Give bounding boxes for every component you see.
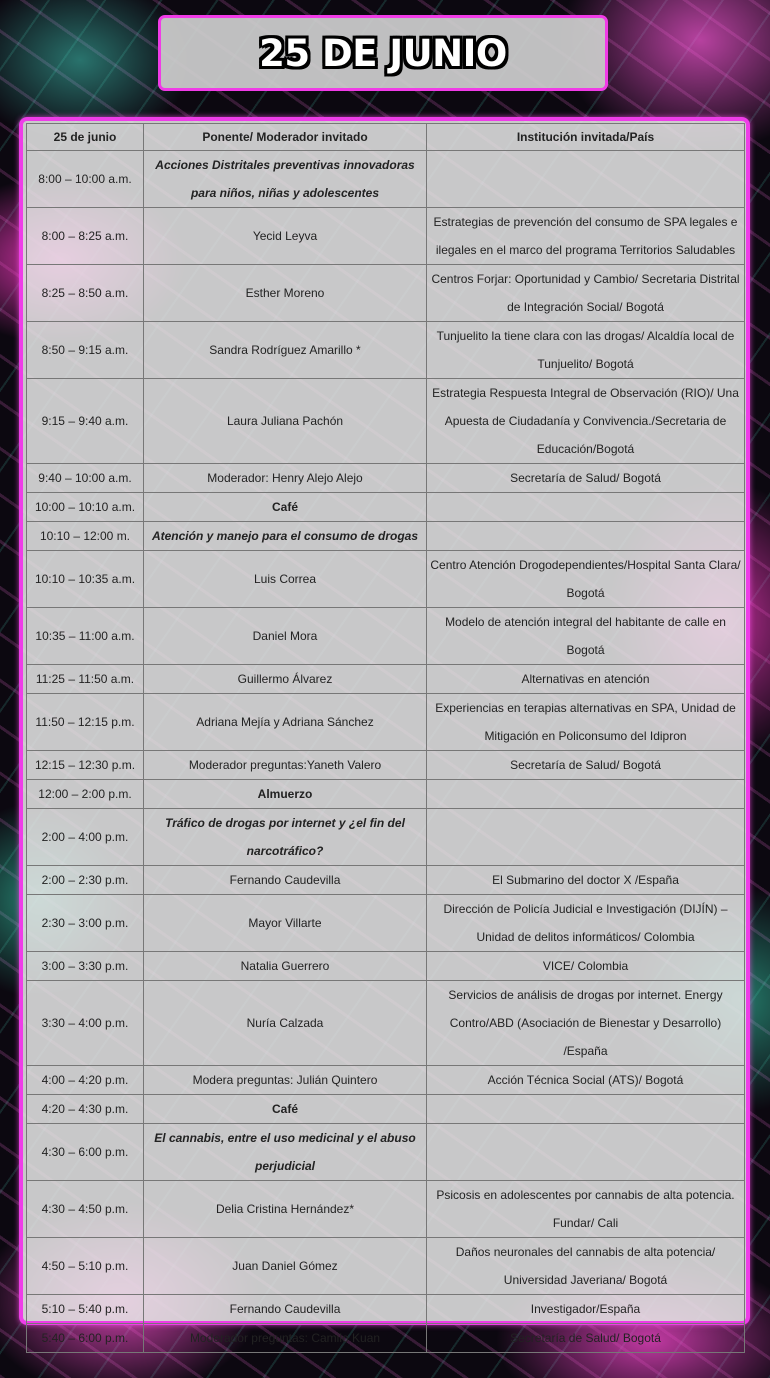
institution-cell	[427, 780, 745, 809]
institution-cell: Daños neuronales del cannabis de alta potencia/ Universidad Javeriana/ Bogotá	[427, 1238, 745, 1295]
institution-cell: Secretaría de Salud/ Bogotá	[427, 464, 745, 493]
table-row	[27, 981, 745, 1066]
table-row	[27, 1066, 745, 1095]
institution-cell: Psicosis en adolescentes por cannabis de alta potencia. Fundar/ Cali	[427, 1181, 745, 1238]
break-cell: Café	[144, 493, 427, 522]
header-institution: Institución invitada/País	[427, 124, 745, 151]
table-row	[27, 780, 745, 809]
time-cell: 3:00 – 3:30 p.m.	[27, 952, 144, 981]
time-cell: 2:00 – 4:00 p.m.	[27, 809, 144, 866]
table-row	[27, 1124, 745, 1181]
time-cell: 10:10 – 10:35 a.m.	[27, 551, 144, 608]
time-cell: 4:00 – 4:20 p.m.	[27, 1066, 144, 1095]
institution-cell: Centros Forjar: Oportunidad y Cambio/ Secretaria Distrital de Integración Social/ Bogotá	[427, 265, 745, 322]
institution-cell: Dirección de Policía Judicial e Investigación (DIJÍN) – Unidad de delitos informáticos/ Colombia	[427, 895, 745, 952]
speaker-cell: Fernando Caudevilla	[144, 1295, 427, 1324]
time-cell: 11:50 – 12:15 p.m.	[27, 694, 144, 751]
table-row	[27, 151, 745, 208]
speaker-cell: Delia Cristina Hernández*	[144, 1181, 427, 1238]
speaker-cell: Luis Correa	[144, 551, 427, 608]
speaker-cell: Juan Daniel Gómez	[144, 1238, 427, 1295]
institution-cell: El Submarino del doctor X /España	[427, 866, 745, 895]
time-cell: 8:25 – 8:50 a.m.	[27, 265, 144, 322]
table-row	[27, 493, 745, 522]
speaker-cell: Moderador preguntas:Yaneth Valero	[144, 751, 427, 780]
institution-cell: Tunjuelito la tiene clara con las drogas/ Alcaldía local de Tunjuelito/ Bogotá	[427, 322, 745, 379]
speaker-cell: Mayor Villarte	[144, 895, 427, 952]
time-cell: 9:15 – 9:40 a.m.	[27, 379, 144, 464]
table-row	[27, 265, 745, 322]
time-cell: 4:20 – 4:30 p.m.	[27, 1095, 144, 1124]
schedule-table	[26, 123, 745, 1353]
speaker-cell: Daniel Mora	[144, 608, 427, 665]
institution-cell	[427, 493, 745, 522]
table-row	[27, 522, 745, 551]
table-row	[27, 1295, 745, 1324]
table-row	[27, 208, 745, 265]
table-header-row	[27, 124, 745, 151]
institution-cell: Estrategia Respuesta Integral de Observación (RIO)/ Una Apuesta de Ciudadanía y Convivencia./Secretaria de Educación/Bogotá	[427, 379, 745, 464]
institution-cell: Modelo de atención integral del habitante de calle en Bogotá	[427, 608, 745, 665]
time-cell: 8:50 – 9:15 a.m.	[27, 322, 144, 379]
session-title-cell: El cannabis, entre el uso medicinal y el abuso perjudicial	[144, 1124, 427, 1181]
institution-cell	[427, 522, 745, 551]
institution-cell: Secretaría de Salud/ Bogotá	[427, 751, 745, 780]
time-cell: 4:50 – 5:10 p.m.	[27, 1238, 144, 1295]
speaker-cell: Laura Juliana Pachón	[144, 379, 427, 464]
institution-cell	[427, 1124, 745, 1181]
page-title: 25 DE JUNIO	[259, 31, 507, 75]
time-cell: 4:30 – 6:00 p.m.	[27, 1124, 144, 1181]
table-row	[27, 608, 745, 665]
session-title-cell: Tráfico de drogas por internet y ¿el fin del narcotráfico?	[144, 809, 427, 866]
table-row	[27, 1238, 745, 1295]
speaker-cell: Sandra Rodríguez Amarillo *	[144, 322, 427, 379]
time-cell: 10:35 – 11:00 a.m.	[27, 608, 144, 665]
speaker-cell: Esther Moreno	[144, 265, 427, 322]
table-row	[27, 866, 745, 895]
speaker-cell: Modera preguntas: Julián Quintero	[144, 1066, 427, 1095]
table-row	[27, 1181, 745, 1238]
institution-cell	[427, 809, 745, 866]
table-row	[27, 665, 745, 694]
institution-cell	[427, 1095, 745, 1124]
speaker-cell: Guillermo Álvarez	[144, 665, 427, 694]
table-row	[27, 751, 745, 780]
speaker-cell: Nuría Calzada	[144, 981, 427, 1066]
institution-cell: Servicios de análisis de drogas por internet. Energy Contro/ABD (Asociación de Bienestar y Desarrollo) /España	[427, 981, 745, 1066]
institution-cell: Acción Técnica Social (ATS)/ Bogotá	[427, 1066, 745, 1095]
institution-cell: Investigador/España	[427, 1295, 745, 1324]
session-title-cell: Acciones Distritales preventivas innovadoras para niños, niñas y adolescentes	[144, 151, 427, 208]
speaker-cell: Fernando Caudevilla	[144, 866, 427, 895]
speaker-cell: Natalia Guerrero	[144, 952, 427, 981]
break-cell: Café	[144, 1095, 427, 1124]
institution-cell: Secretaría de Salud/ Bogotá	[427, 1324, 745, 1353]
time-cell: 12:15 – 12:30 p.m.	[27, 751, 144, 780]
institution-cell: VICE/ Colombia	[427, 952, 745, 981]
time-cell: 12:00 – 2:00 p.m.	[27, 780, 144, 809]
institution-cell: Alternativas en atención	[427, 665, 745, 694]
title-banner	[158, 15, 608, 91]
break-cell: Almuerzo	[144, 780, 427, 809]
table-row	[27, 322, 745, 379]
speaker-cell: Yecid Leyva	[144, 208, 427, 265]
table-row	[27, 809, 745, 866]
time-cell: 5:40 – 6:00 p.m.	[27, 1324, 144, 1353]
time-cell: 9:40 – 10:00 a.m.	[27, 464, 144, 493]
institution-cell: Experiencias en terapias alternativas en SPA, Unidad de Mitigación en Policonsumo del Idipron	[427, 694, 745, 751]
time-cell: 4:30 – 4:50 p.m.	[27, 1181, 144, 1238]
time-cell: 11:25 – 11:50 a.m.	[27, 665, 144, 694]
schedule-rows	[27, 151, 745, 1353]
header-speaker: Ponente/ Moderador invitado	[144, 124, 427, 151]
session-title-cell: Atención y manejo para el consumo de drogas	[144, 522, 427, 551]
speaker-cell: Moderador preguntas: Camilo Kuan	[144, 1324, 427, 1353]
table-row	[27, 1095, 745, 1124]
header-date: 25 de junio	[27, 124, 144, 151]
table-row	[27, 1324, 745, 1353]
table-row	[27, 379, 745, 464]
time-cell: 3:30 – 4:00 p.m.	[27, 981, 144, 1066]
table-row	[27, 551, 745, 608]
speaker-cell: Moderador: Henry Alejo Alejo	[144, 464, 427, 493]
time-cell: 10:10 – 12:00 m.	[27, 522, 144, 551]
institution-cell: Estrategias de prevención del consumo de SPA legales e ilegales en el marco del programa Territorios Saludables	[427, 208, 745, 265]
institution-cell	[427, 151, 745, 208]
speaker-cell: Adriana Mejía y Adriana Sánchez	[144, 694, 427, 751]
time-cell: 8:00 – 10:00 a.m.	[27, 151, 144, 208]
time-cell: 2:30 – 3:00 p.m.	[27, 895, 144, 952]
table-row	[27, 464, 745, 493]
time-cell: 10:00 – 10:10 a.m.	[27, 493, 144, 522]
institution-cell: Centro Atención Drogodependientes/Hospital Santa Clara/ Bogotá	[427, 551, 745, 608]
time-cell: 8:00 – 8:25 a.m.	[27, 208, 144, 265]
table-row	[27, 694, 745, 751]
table-row	[27, 895, 745, 952]
table-row	[27, 952, 745, 981]
time-cell: 2:00 – 2:30 p.m.	[27, 866, 144, 895]
time-cell: 5:10 – 5:40 p.m.	[27, 1295, 144, 1324]
